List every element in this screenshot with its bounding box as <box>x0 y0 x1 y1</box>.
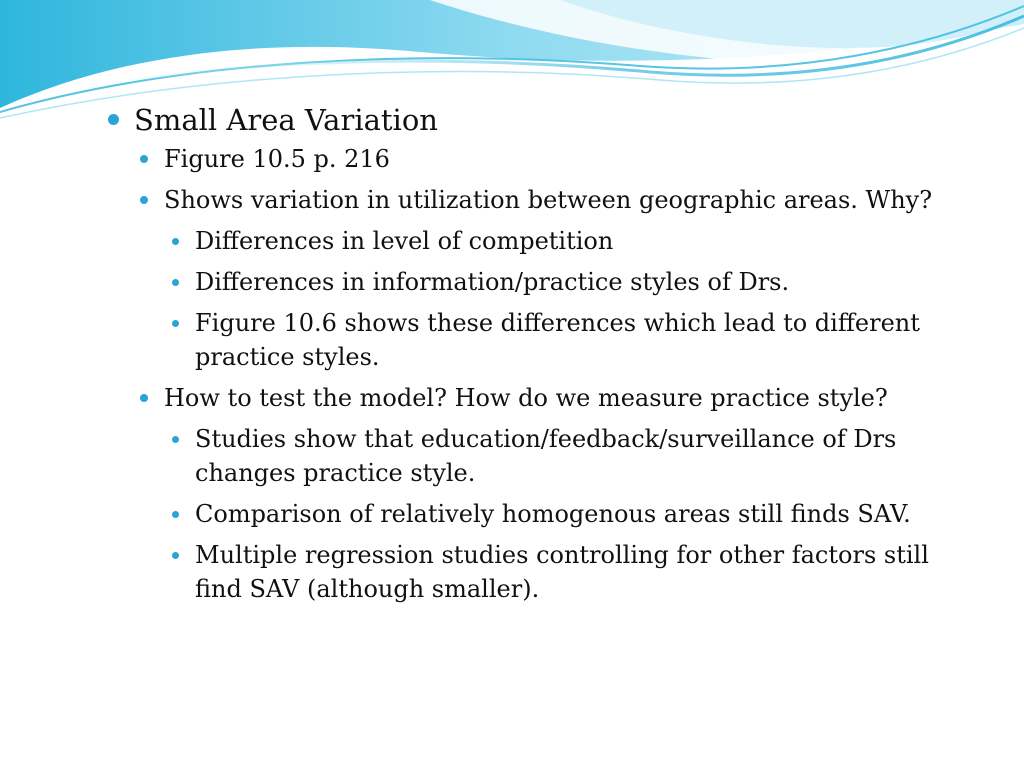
slide-content <box>104 100 964 613</box>
bullet-dot-icon <box>172 238 179 245</box>
bullet-dot-icon <box>140 155 148 163</box>
bullet-dot-icon <box>172 511 179 518</box>
bullet-text: Differences in information/practice styles of Drs. <box>195 268 790 296</box>
bullet-text: Comparison of relatively homogenous areas still finds SAV. <box>195 500 911 528</box>
bullet-dot-icon <box>172 320 179 327</box>
bullet-item <box>165 265 964 299</box>
bullet-dot-icon <box>140 196 148 204</box>
bullet-item <box>134 381 964 415</box>
bullet-item <box>165 422 964 490</box>
bullet-item <box>104 100 964 140</box>
bullet-text: Studies show that education/feedback/surveillance of Drs changes practice style. <box>195 425 897 487</box>
bullet-text: Differences in level of competition <box>195 227 614 255</box>
bullet-text: Small Area Variation <box>134 103 438 137</box>
bullet-text: How to test the model? How do we measure practice style? <box>164 384 888 412</box>
bullet-item <box>134 183 964 217</box>
bullet-text: Figure 10.6 shows these differences which lead to different practice styles. <box>195 309 920 371</box>
bullet-dot-icon <box>172 436 179 443</box>
bullet-item <box>134 142 964 176</box>
bullet-text: Multiple regression studies controlling for other factors still find SAV (although smaller). <box>195 541 929 603</box>
bullet-item <box>165 538 964 606</box>
bullet-list <box>104 100 964 606</box>
bullet-item <box>165 306 964 374</box>
bullet-item <box>165 224 964 258</box>
bullet-text: Shows variation in utilization between geographic areas. Why? <box>164 186 933 214</box>
bullet-dot-icon <box>140 394 148 402</box>
bullet-item <box>165 497 964 531</box>
bullet-text: Figure 10.5 p. 216 <box>164 145 390 173</box>
bullet-dot-icon <box>172 279 179 286</box>
bullet-dot-icon <box>172 552 179 559</box>
bullet-dot-icon <box>108 114 119 125</box>
